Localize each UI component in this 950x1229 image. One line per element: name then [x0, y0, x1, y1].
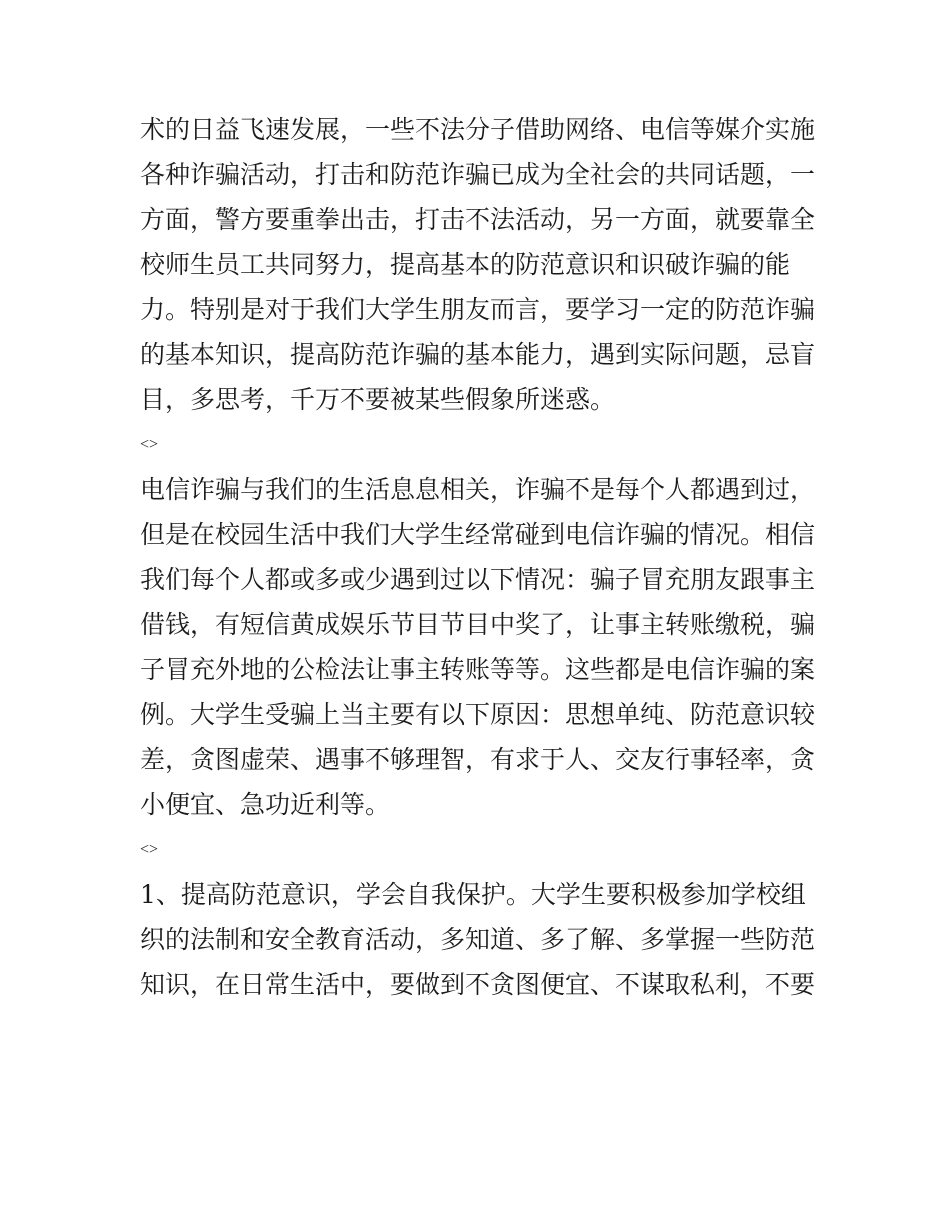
text-line: 各种诈骗活动，打击和防范诈骗已成为全社会的共同话题，一 — [140, 160, 816, 189]
text-line: 借钱，有短信黄成娱乐节目节目中奖了，让事主转账缴税，骗 — [140, 610, 816, 639]
text-line: 电信诈骗与我们的生活息息相关，诈骗不是每个人都遇到过， — [140, 475, 816, 504]
text-line: 我们每个人都或多或少遇到过以下情况：骗子冒充朋友跟事主 — [140, 565, 816, 594]
text-line: 子冒充外地的公检法让事主转账等等。这些都是电信诈骗的案 — [140, 655, 816, 684]
text-line: 但是在校园生活中我们大学生经常碰到电信诈骗的情况。相信 — [140, 520, 816, 549]
text-line: 校师生员工共同努力，提高基本的防范意识和识破诈骗的能 — [140, 250, 791, 279]
text-line: 方面，警方要重拳出击，打击不法活动，另一方面，就要靠全 — [140, 205, 816, 234]
text-line: 差，贪图虚荣、遇事不够理智，有求于人、交友行事轻率，贪 — [140, 745, 816, 774]
text-line: 小便宜、急功近利等。 — [140, 790, 391, 819]
section-separator: <> — [140, 841, 159, 858]
text-line: 目，多思考，千万不要被某些假象所迷惑。 — [140, 385, 616, 414]
paragraph-intro — [140, 107, 820, 422]
text-line: 的基本知识，提高防范诈骗的基本能力，遇到实际问题，忌盲 — [140, 340, 816, 369]
document-body — [140, 107, 820, 1007]
section-separator: <> — [140, 436, 159, 453]
paragraph-cases — [140, 467, 820, 827]
text-line: 例。大学生受骗上当主要有以下原因：思想单纯、防范意识较 — [140, 700, 816, 729]
text-line: 知识，在日常生活中，要做到不贪图便宜、不谋取私利，不要 — [140, 970, 816, 999]
text-line: 力。特别是对于我们大学生朋友而言，要学习一定的防范诈骗 — [140, 295, 816, 324]
text-line: 1、提高防范意识，学会自我保护。大学生要积极参加学校组 — [140, 880, 806, 909]
paragraph-advice — [140, 872, 820, 1007]
text-line: 织的法制和安全教育活动，多知道、多了解、多掌握一些防范 — [140, 925, 816, 954]
text-line: 术的日益飞速发展，一些不法分子借助网络、电信等媒介实施 — [140, 115, 816, 144]
